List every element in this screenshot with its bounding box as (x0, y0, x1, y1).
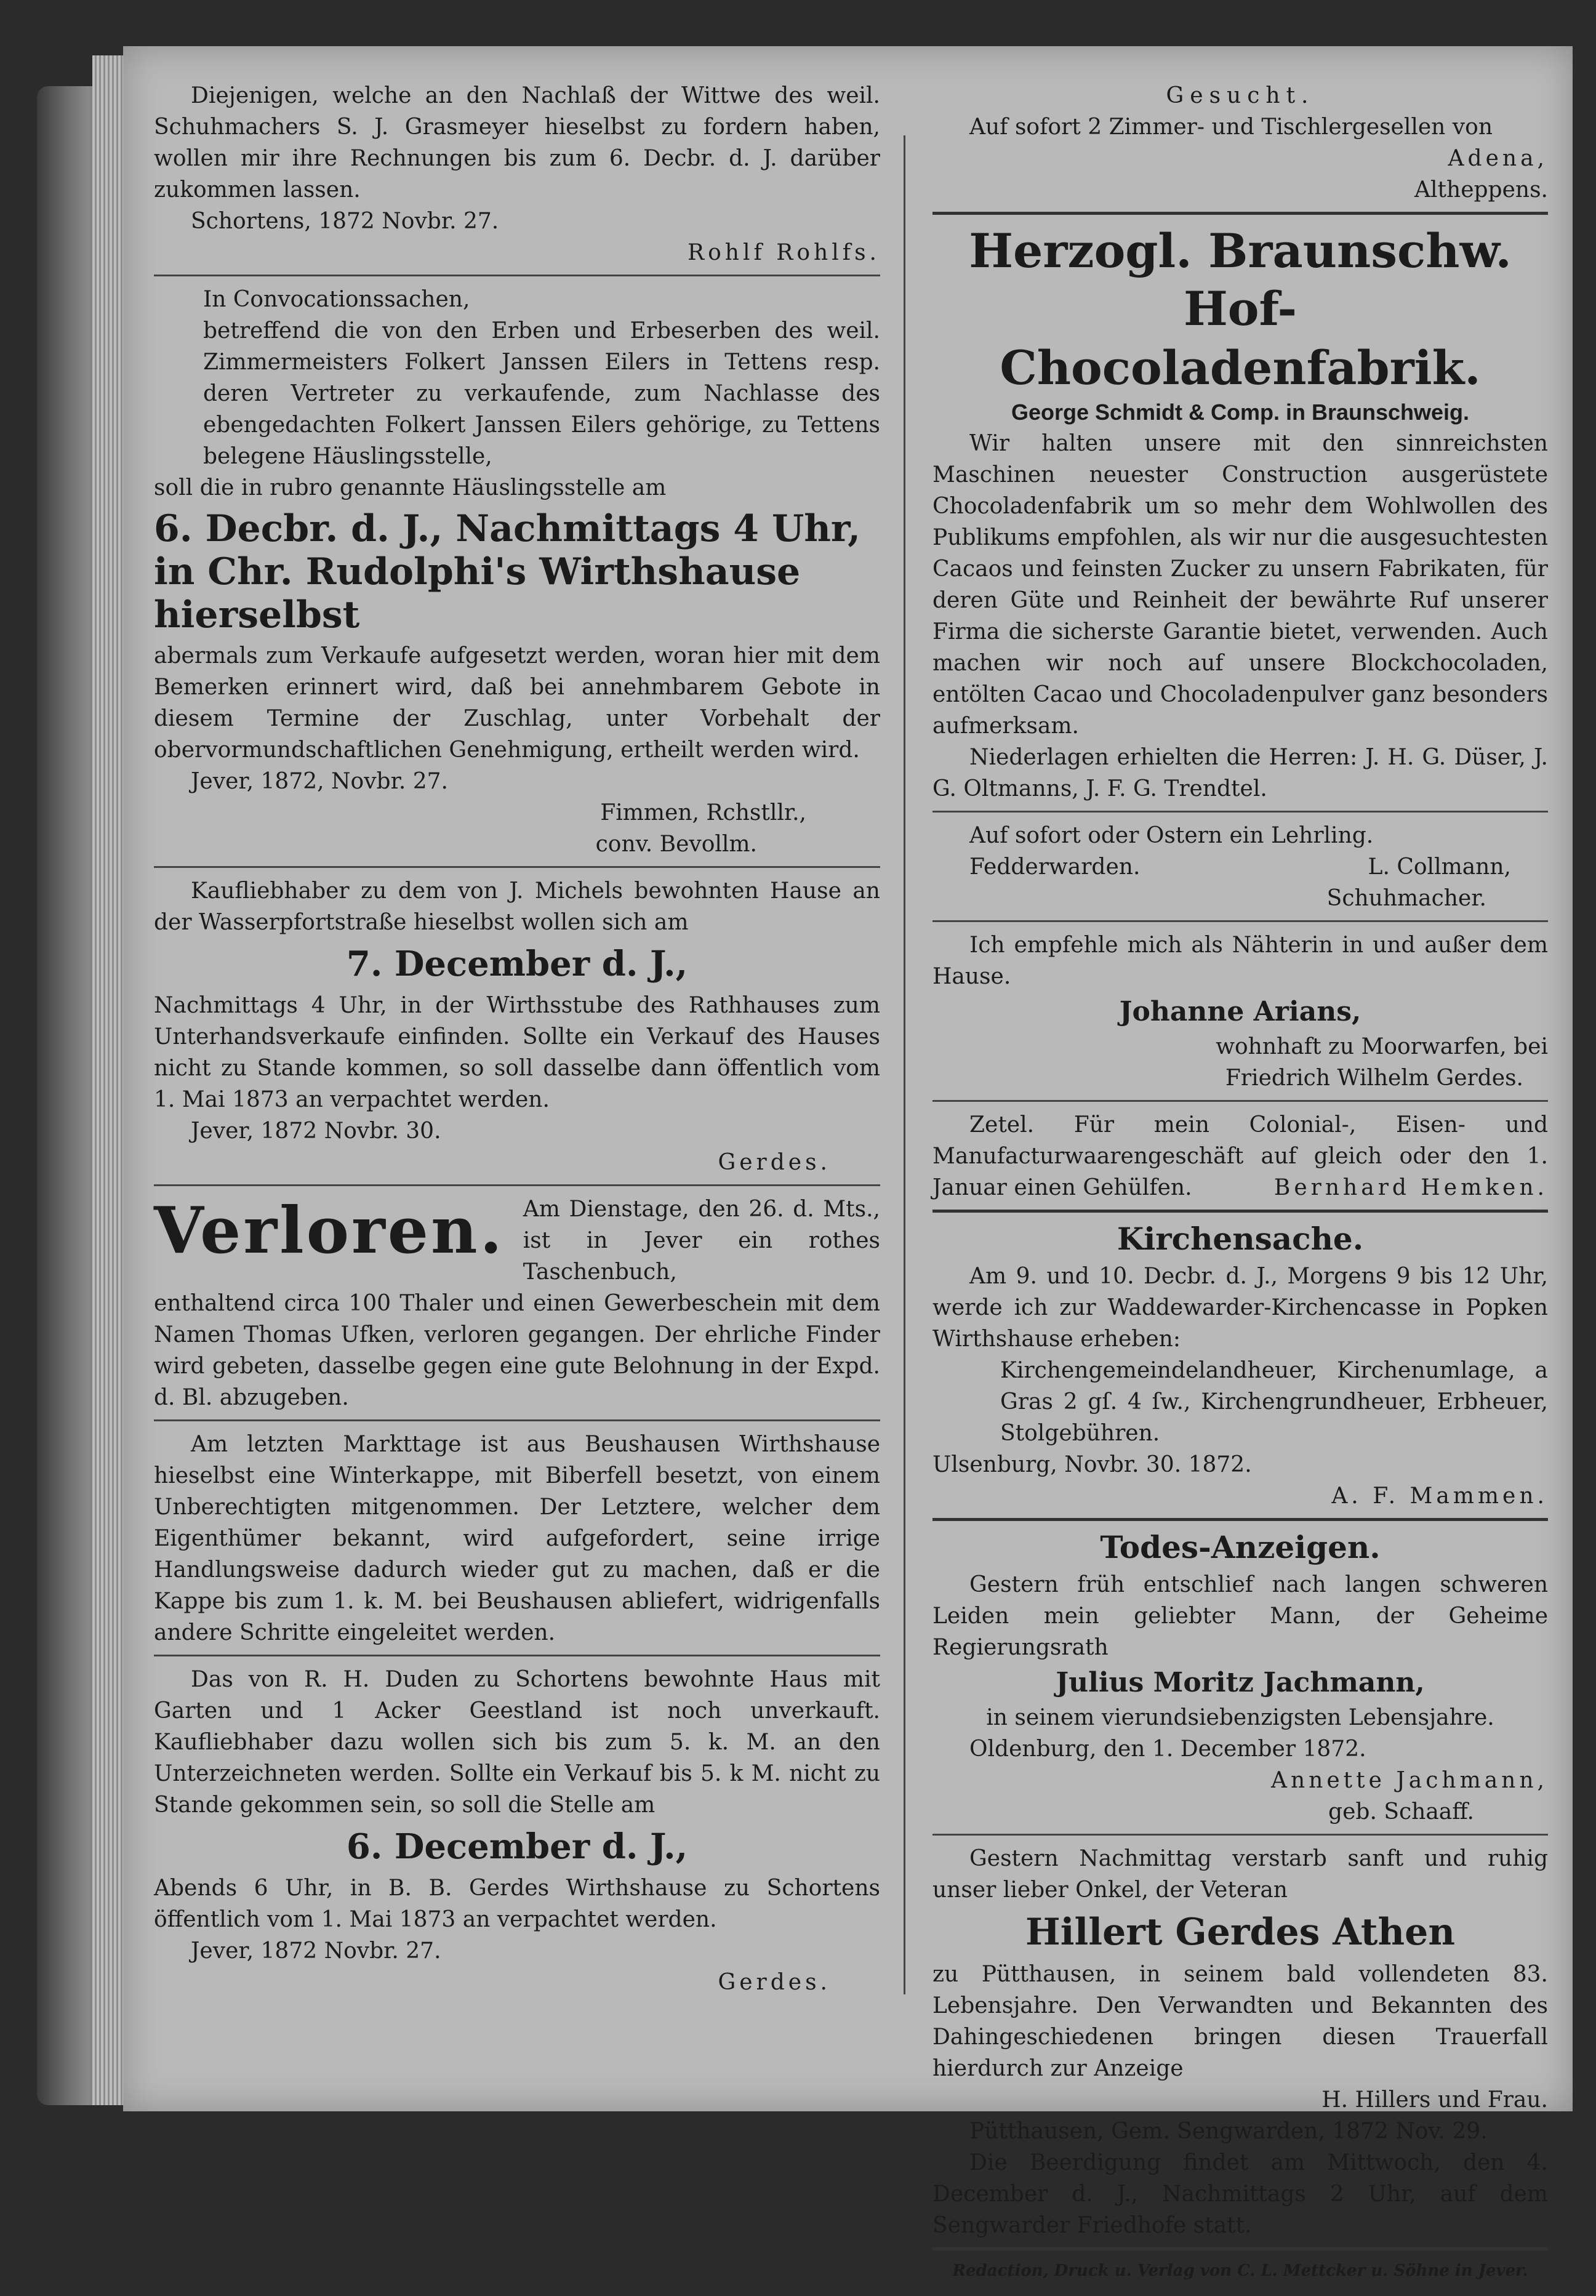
levy-list: Kirchengemeindelandheuer, Kirchenumlage, a Gras 2 gſ. 4 ſw., Kirchengrundheuer, Erbheuer, Stolgebühren. (1000, 1358, 1548, 1446)
deceased-name: Hillert Gerdes Athen (1025, 1911, 1455, 1954)
signature: Annette Jachmann, (1270, 1768, 1548, 1793)
place-date: Oldenburg, den 1. December 1872. (969, 1736, 1366, 1762)
signature: Rohlf Rohlfs. (688, 240, 880, 265)
notice-body: Auf sofort 2 Zimmer- und Tischlergesellen von (969, 114, 1493, 140)
divider (932, 1210, 1548, 1213)
place-date: Schortens, 1872 Novbr. 27. (191, 209, 499, 234)
divider (154, 1419, 880, 1421)
divider (932, 1834, 1548, 1836)
place-date: Ulsenburg, Novbr. 30. 1872. (932, 1452, 1252, 1477)
sale-date: 7. December d. J., (346, 944, 688, 984)
divider (932, 920, 1548, 922)
signature: Gerdes. (718, 1970, 831, 1995)
notice-body: Am 9. und 10. Decbr. d. J., Morgens 9 bis 12 Uhr, werde ich zur Waddewarder-Kirchencasse in Popken Wirthshause erheben: (932, 1264, 1548, 1352)
notice-body-2: abermals zum Verkaufe aufgesetzt werden, woran hier mit dem Bemerken erinnert wird, daß bei annehmbarem Gebote in diesem Termine der Zuschlag, unter Vorbehalt der obervormundschaftlichen Genehmigung, ertheilt werden wird. (154, 643, 880, 763)
notice-body: Diejenigen, welche an den Nachlaß der Wittwe des weil. Schuhmachers S. J. Grasmeyer hieselbst zu fordern haben, wollen mir ihre Rechnungen bis zum 6. Decbr. d. J. darüber zukommen lassen. (154, 83, 880, 203)
notice-body: Am letzten Markttage ist aus Beushausen Wirthshause hieselbst eine Winterkappe, mit Biberfell besetzt, von einem Unberechtigten mitgenommen. Der Letztere, welcher dem Eigenthümer bekannt, wird aufgefordert, seine irrige Handlungsweise dadurch wieder gut zu machen, daß er die Kappe bis zum 1. k. M. bei Beushausen abliefert, widrigenfalls andere Schritte eingeleitet werden. (154, 1432, 880, 1645)
signature-place: Altheppens. (1414, 177, 1548, 203)
notice-intro: In Convocationssachen, (203, 287, 470, 312)
notice-athen (932, 1843, 1548, 2241)
divider (154, 1655, 880, 1656)
notice-michels (154, 875, 880, 1178)
auction-date: 6. Decbr. d. J., Nachmittags 4 Uhr, in Chr. Rudolphi's Wirthshause hierselbst (154, 507, 861, 636)
notice-grasmeyer (154, 80, 880, 268)
notice-body: betreffend die von den Erben und Erbeserben des weil. Zimmermeisters Folkert Janssen Eilers in Tettens resp. deren Vertreter zu verkaufende, zum Nachlasse des ebengedachten Folkert Janssen Eilers gehörige, zu Tettens belegene Häuslingsstelle, (203, 318, 880, 469)
divider (932, 1518, 1548, 1521)
notice-body-2: Niederlagen erhielten die Herren: J. H. G. Düser, J. G. Oltmanns, J. F. G. Trendtel. (932, 745, 1548, 801)
notice-body: Auf sofort oder Ostern ein Lehrling. (969, 823, 1374, 848)
signature: Adena, (1448, 146, 1548, 171)
notice-naehterin (932, 929, 1548, 1094)
signature: A. F. Mammen. (1331, 1483, 1548, 1509)
lease-date: 6. December d. J., (346, 1826, 688, 1867)
divider (932, 1100, 1548, 1102)
notice-body: Zetel. Für mein Colonial-, Eisen- und Manufacturwaarengeschäft auf gleich oder den 1. Januar einen Gehülfen. (932, 1112, 1548, 1200)
right-column (932, 80, 1548, 2296)
left-column (154, 80, 880, 1998)
signature: H. Hillers und Frau. (1321, 2087, 1548, 2113)
notice-body: Wir halten unsere mit den sinnreichsten Maschinen neuester Construction ausgerüstete Chocoladenfabrik um so mehr dem Wohlwollen des Publikums empfohlen, als wir nur die ausgesuchtesten Cacaos und feinsten Zucker zu unsern Fabrikaten, für deren Güte und Reinheit der bewährte Ruf unserer Firma die sicherste Garantie bietet, verwenden. Auch machen wir noch auf unsere Blockchocoladen, entölten Cacao und Chocoladenpulver ganz besonders aufmerksam. (932, 431, 1548, 739)
place-date: Jever, 1872, Novbr. 27. (191, 769, 448, 794)
notice-body-2: Abends 6 Uhr, in B. B. Gerdes Wirthshause zu Schortens öffentlich vom 1. Mai 1873 an verpachtet werden. (154, 1876, 880, 1932)
notice-line: soll die in rubro genannte Häuslingsstelle am (154, 475, 667, 500)
notice-body: Kaufliebhaber zu dem von J. Michels bewohnten Hause an der Wasserpfortstraße hieselbst wollen sich am (154, 878, 880, 935)
notice-title: Gesucht. (1166, 83, 1315, 108)
notice-winterkappe (154, 1429, 880, 1648)
notice-chocolade (932, 222, 1548, 805)
address-line-2: Friedrich Wilhelm Gerdes. (1225, 1066, 1523, 1091)
notice-lehrling (932, 820, 1548, 914)
divider (932, 2247, 1548, 2250)
divider (154, 1184, 880, 1186)
address-line-1: wohnhaft zu Moorwarfen, bei (1216, 1034, 1548, 1059)
place: Fedderwarden. (969, 854, 1141, 880)
notice-gesucht (932, 80, 1548, 206)
verloren-headline: Verloren. (154, 1192, 505, 1268)
notice-zetel (932, 1109, 1548, 1203)
place-date: Jever, 1872 Novbr. 30. (191, 1118, 441, 1144)
notice-body: Das von R. H. Duden zu Schortens bewohnte Haus mit Garten und 1 Acker Geestland ist noch unverkauft. Kaufliebhaber dazu wollen sich bis zum 5. k. M. an den Unterzeichneten werden. Sollte ein Verkauf bis 5. k M. nicht zu Stande gekommen sein, so soll die Stelle am (154, 1667, 880, 1818)
notice-body-side: Am Dienstage, den 26. d. Mts., ist in Jever ein rothes Taschenbuch, (523, 1197, 880, 1285)
signature: Bernhard Hemken. (1273, 1175, 1548, 1200)
company-name: George Schmidt & Comp. in Braunschweig. (1011, 399, 1470, 425)
divider (154, 866, 880, 868)
age-line: in seinem vierundsiebenzigsten Lebensjahre. (986, 1705, 1494, 1730)
signature-maiden-name: geb. Schaaff. (1328, 1799, 1474, 1824)
signature: Fimmen, Rchstllr., (600, 800, 806, 825)
deceased-name: Julius Moritz Jachmann, (1056, 1667, 1425, 1698)
column-divider (904, 135, 905, 1994)
divider (932, 212, 1548, 215)
divider (154, 275, 880, 276)
signature-title: Schuhmacher. (1326, 886, 1486, 911)
place-date: Jever, 1872 Novbr. 27. (191, 1938, 441, 1964)
notice-body-2: Nachmittags 4 Uhr, in der Wirthsstube des Rathhauses zum Unterhandsverkaufe einfinden. Sollte ein Verkauf des Hauses nicht zu Stande kommen, so soll dasselbe dann öffentlich vom 1. Mai 1873 an verpachtet werden. (154, 993, 880, 1112)
notice-duden (154, 1664, 880, 1998)
company-title-2: Chocoladenfabrik. (1000, 340, 1481, 395)
funeral-notice: Die Beerdigung findet am Mittwoch, den 4. December d. J., Nachmittags 2 Uhr, auf dem Sengwarder Friedhofe statt. (932, 2150, 1548, 2238)
notice-todes-anzeigen (932, 1528, 1548, 1828)
notice-body-2: zu Pütthausen, in seinem bald vollendeten 83. Lebensjahre. Den Verwandten und Bekannten des Dahingeschiedenen bringen diesen Trauerfall hierdurch zur Anzeige (932, 1962, 1548, 2081)
company-title-1: Herzogl. Braunschw. Hof- (969, 223, 1512, 336)
signature: Gerdes. (718, 1150, 831, 1175)
section-title: Todes-Anzeigen. (1100, 1529, 1381, 1565)
place-date: Pütthausen, Gem. Sengwarden, 1872 Nov. 29. (969, 2119, 1488, 2144)
imprint: Redaction, Druck u. Verlag von C. L. Mettcker u. Söhne in Jever. (952, 2262, 1528, 2280)
divider (932, 811, 1548, 813)
notice-convocation (154, 284, 880, 860)
notice-body: Gestern früh entschlief nach langen schweren Leiden mein geliebter Mann, der Geheime Regierungsrath (932, 1572, 1548, 1660)
notice-body: Ich empfehle mich als Nähterin in und außer dem Hause. (932, 933, 1548, 989)
section-title: Kirchensache. (1117, 1221, 1364, 1257)
notice-body: enthaltend circa 100 Thaler und einen Gewerbeschein mit dem Namen Thomas Ufken, verloren gegangen. Der ehrliche Finder wird gebeten, dasselbe gegen eine gute Belohnung in der Expd. d. Bl. abzugeben. (154, 1291, 880, 1410)
notice-kirchensache (932, 1220, 1548, 1512)
signature: L. Collmann, (1368, 854, 1511, 880)
notice-body: Gestern Nachmittag verstarb sanft und ruhig unser lieber Onkel, der Veteran (932, 1846, 1548, 1903)
signature-title: conv. Bevollm. (595, 832, 757, 857)
advertiser-name: Johanne Arians, (1119, 996, 1361, 1027)
notice-verloren (154, 1194, 880, 1413)
